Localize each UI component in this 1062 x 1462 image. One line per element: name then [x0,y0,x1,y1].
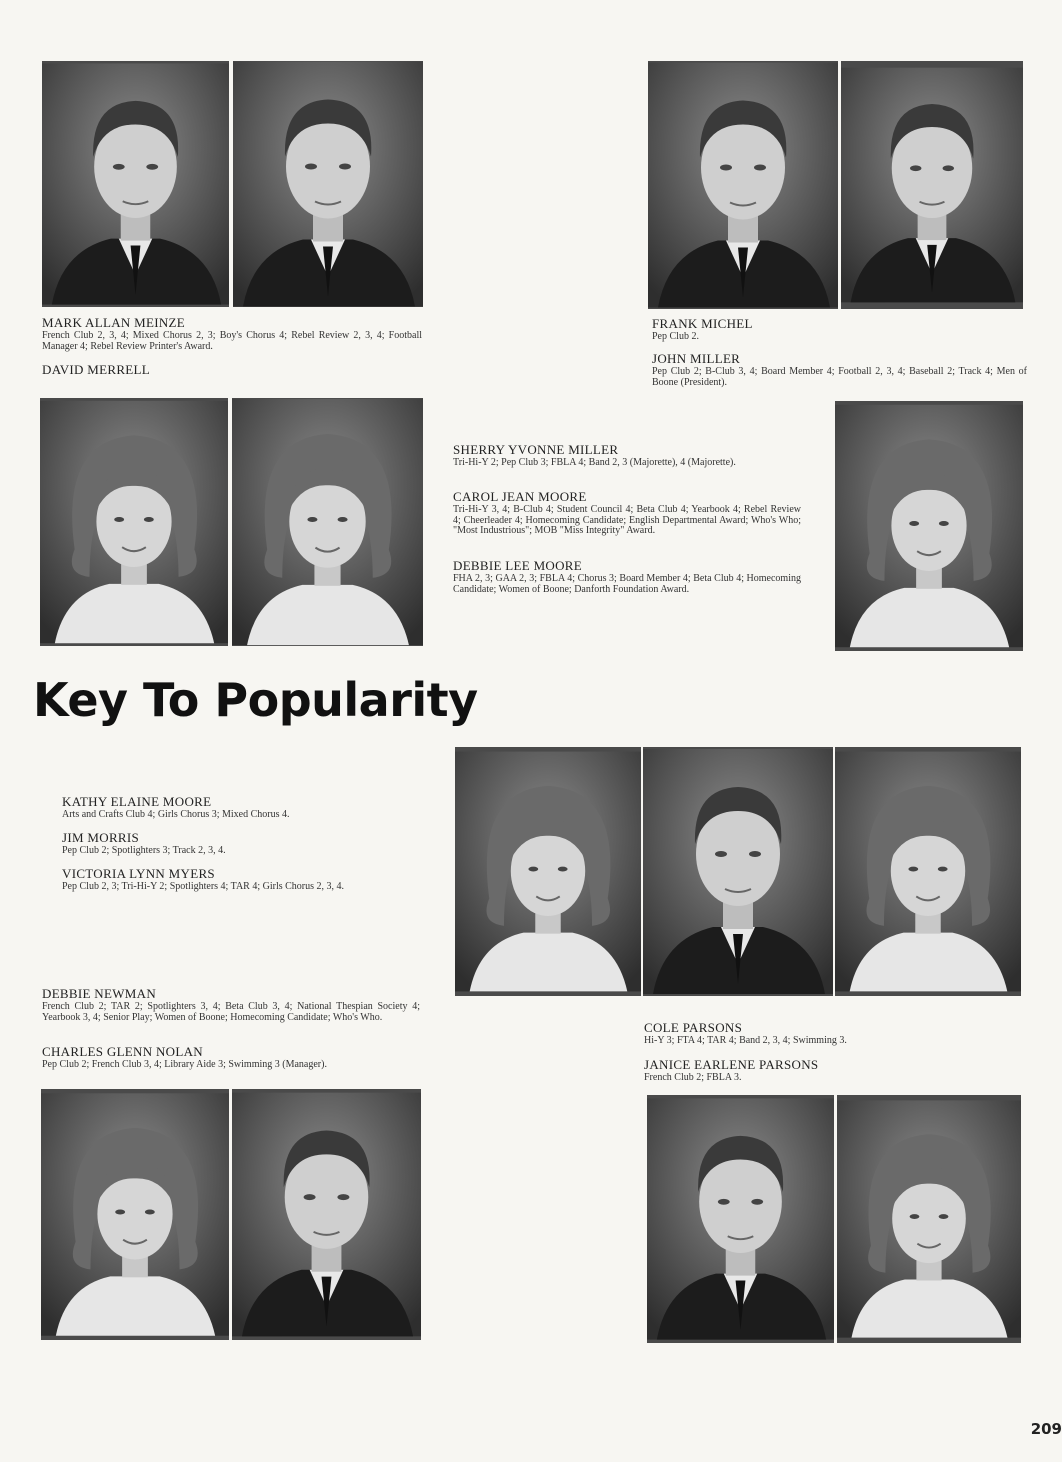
student-activities: French Club 2; TAR 2; Spotlighters 3, 4; Beta Club 3, 4; National Thespian Society 4; Yearbook 3, 4; Senior Play; Women of Boone; Homecoming Candidate; Who's Who. [42,1001,420,1023]
student-name: KATHY ELAINE MOORE [62,794,212,809]
entry-david-merrell [42,363,422,377]
entry-charles-nolan [42,1045,420,1071]
student-name: DEBBIE NEWMAN [42,986,157,1001]
student-activities: Tri-Hi-Y 2; Pep Club 3; FBLA 4; Band 2, 3 (Majorette), 4 (Majorette). [453,457,736,468]
entry-frank-michel [652,317,1027,343]
student-name: CHARLES GLENN NOLAN [42,1044,203,1059]
student-name: JIM MORRIS [62,830,140,845]
photo-mark-meinze [42,61,229,307]
student-name: VICTORIA LYNN MYERS [62,866,215,881]
student-name: COLE PARSONS [644,1020,743,1035]
student-activities: Pep Club 2; French Club 3, 4; Library Aide 3; Swimming 3 (Manager). [42,1059,327,1070]
entry-janice-parsons [644,1058,1024,1084]
student-activities: Pep Club 2; Spotlighters 3; Track 2, 3, 4. [62,845,226,856]
student-name: JANICE EARLENE PARSONS [644,1057,819,1072]
page-number: 209 [1030,1420,1062,1438]
entry-debbie-moore [453,559,801,595]
entry-victoria-myers [62,867,442,893]
entry-cole-parsons [644,1021,1024,1047]
student-name: DAVID MERRELL [42,362,151,377]
student-activities: FHA 2, 3; GAA 2, 3; FBLA 4; Chorus 3; Board Member 4; Beta Club 4; Homecoming Candidate; Women of Boone; Danforth Foundation Award. [453,573,801,595]
entry-kathy-moore [62,795,430,821]
entry-debbie-newman [42,987,420,1023]
student-activities: Tri-Hi-Y 3, 4; B-Club 4; Student Council 4; Beta Club 4; Yearbook 4; Rebel Review 4; Cheerleader 4; Homecoming Candidate; English Departmental Award; Who's Who; "Most Industrious"; MOB "Miss Integrity" Award. [453,504,801,536]
photo-jim-morris [643,747,833,996]
photo-charles-nolan [232,1089,421,1340]
student-activities: Pep Club 2, 3; Tri-Hi-Y 2; Spotlighters 4; TAR 4; Girls Chorus 2, 3, 4. [62,881,345,892]
photo-victoria-myers [835,747,1021,996]
photo-cole-parsons [647,1095,834,1343]
photo-debbie-moore [835,401,1023,651]
student-name: SHERRY YVONNE MILLER [453,442,619,457]
student-name: DEBBIE LEE MOORE [453,558,583,573]
student-activities: Pep Club 2. [652,331,699,342]
student-name: CAROL JEAN MOORE [453,489,587,504]
page-headline: Key To Popularity [33,673,478,727]
student-activities: French Club 2, 3, 4; Mixed Chorus 2, 3; Boy's Chorus 4; Rebel Review 2, 3, 4; Football Manager 4; Rebel Review Printer's Award. [42,330,422,352]
student-activities: Arts and Crafts Club 4; Girls Chorus 3; Mixed Chorus 4. [62,809,290,820]
photo-janice-parsons [837,1095,1021,1343]
photo-frank-michel [648,61,838,309]
student-activities: French Club 2; FBLA 3. [644,1072,742,1083]
student-name: JOHN MILLER [652,351,741,366]
entry-john-miller [652,352,1027,388]
entry-sherry-miller [453,443,801,469]
photo-carol-moore [232,398,423,646]
entry-jim-morris [62,831,430,857]
entry-carol-moore [453,490,801,537]
student-activities: Hi-Y 3; FTA 4; TAR 4; Band 2, 3, 4; Swimming 3. [644,1035,847,1046]
photo-kathy-moore [455,747,641,996]
student-name: MARK ALLAN MEINZE [42,315,186,330]
photo-debbie-newman [41,1089,229,1340]
student-name: FRANK MICHEL [652,316,753,331]
photo-david-merrell [233,61,423,307]
photo-john-miller [841,61,1023,309]
entry-mark-meinze [42,316,422,352]
photo-sherry-miller [40,398,228,646]
student-activities: Pep Club 2; B-Club 3, 4; Board Member 4; Football 2, 3, 4; Baseball 2; Track 4; Men of Boone (President). [652,366,1027,388]
